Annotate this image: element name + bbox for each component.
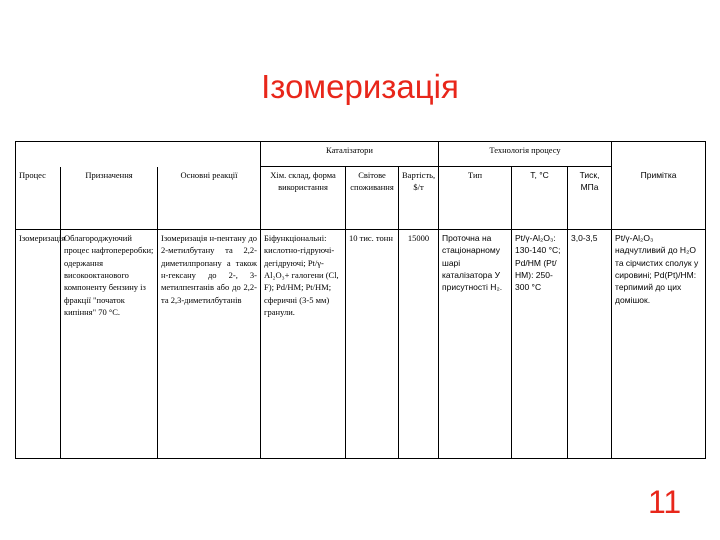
cell-reactions: Ізомеризація н-пентану до 2-метилбутану та 2,2-диметилпропану а також н-гексану до 2-, 3-метилпентанів або до 2,2- та 2,3-диметилбутанів <box>158 230 261 459</box>
header-purpose: Призначення <box>61 167 158 230</box>
process-table <box>15 141 706 459</box>
cell-type: Проточна на стаціонарному шарі каталізатора У присутності Н₂. <box>439 230 512 459</box>
cell-note: Pt/γ-Al₂O₃ надчутливий до Н₂О та сірчистих сполук у сировині; Pd(Pt)/НМ: терпимий до цих домішок. <box>612 230 706 459</box>
header-note: Примітка <box>612 167 706 230</box>
header-process: Процес <box>16 167 61 230</box>
header-cost: Вартість, $/т <box>399 167 439 230</box>
header-composition: Хім. склад, форма використання <box>261 167 346 230</box>
header-blank <box>16 142 261 167</box>
cell-cost: 15000 <box>399 230 439 459</box>
header-type: Тип <box>439 167 512 230</box>
header-reactions: Основні реакції <box>158 167 261 230</box>
cell-temperature: Pt/γ-Al₂O₃: 130-140 °С; Pd/НМ (Pt/НМ): 250-300 °С <box>512 230 568 459</box>
cell-purpose: Облагороджуючий процес нафтопереробки; одержання високооктанового компоненту бензину із фракції "початок кипіння" 70 °С. <box>61 230 158 459</box>
page-number: 11 <box>648 484 682 520</box>
header-world-consumption: Світове споживання <box>346 167 399 230</box>
header-pressure: Тиск, МПа <box>568 167 612 230</box>
header-temperature: Т, °С <box>512 167 568 230</box>
cell-process: Ізомеризація <box>16 230 61 459</box>
cell-world-consumption: 10 тис. тонн <box>346 230 399 459</box>
header-catalysts: Каталізатори <box>261 142 439 167</box>
cell-composition: Біфункціональні: кислотно-гідруючі-дегідруючі; Pt/γ-Al₂O₃+ галогени (Cl, F); Pd/НМ; Pt/НМ; сферичні (3-5 мм) гранули. <box>261 230 346 459</box>
header-blank-right <box>612 142 706 167</box>
table-row <box>16 230 706 459</box>
cell-pressure: 3,0-3,5 <box>568 230 612 459</box>
header-technology: Технологія процесу <box>439 142 612 167</box>
page-title: Ізомеризація <box>261 68 459 105</box>
